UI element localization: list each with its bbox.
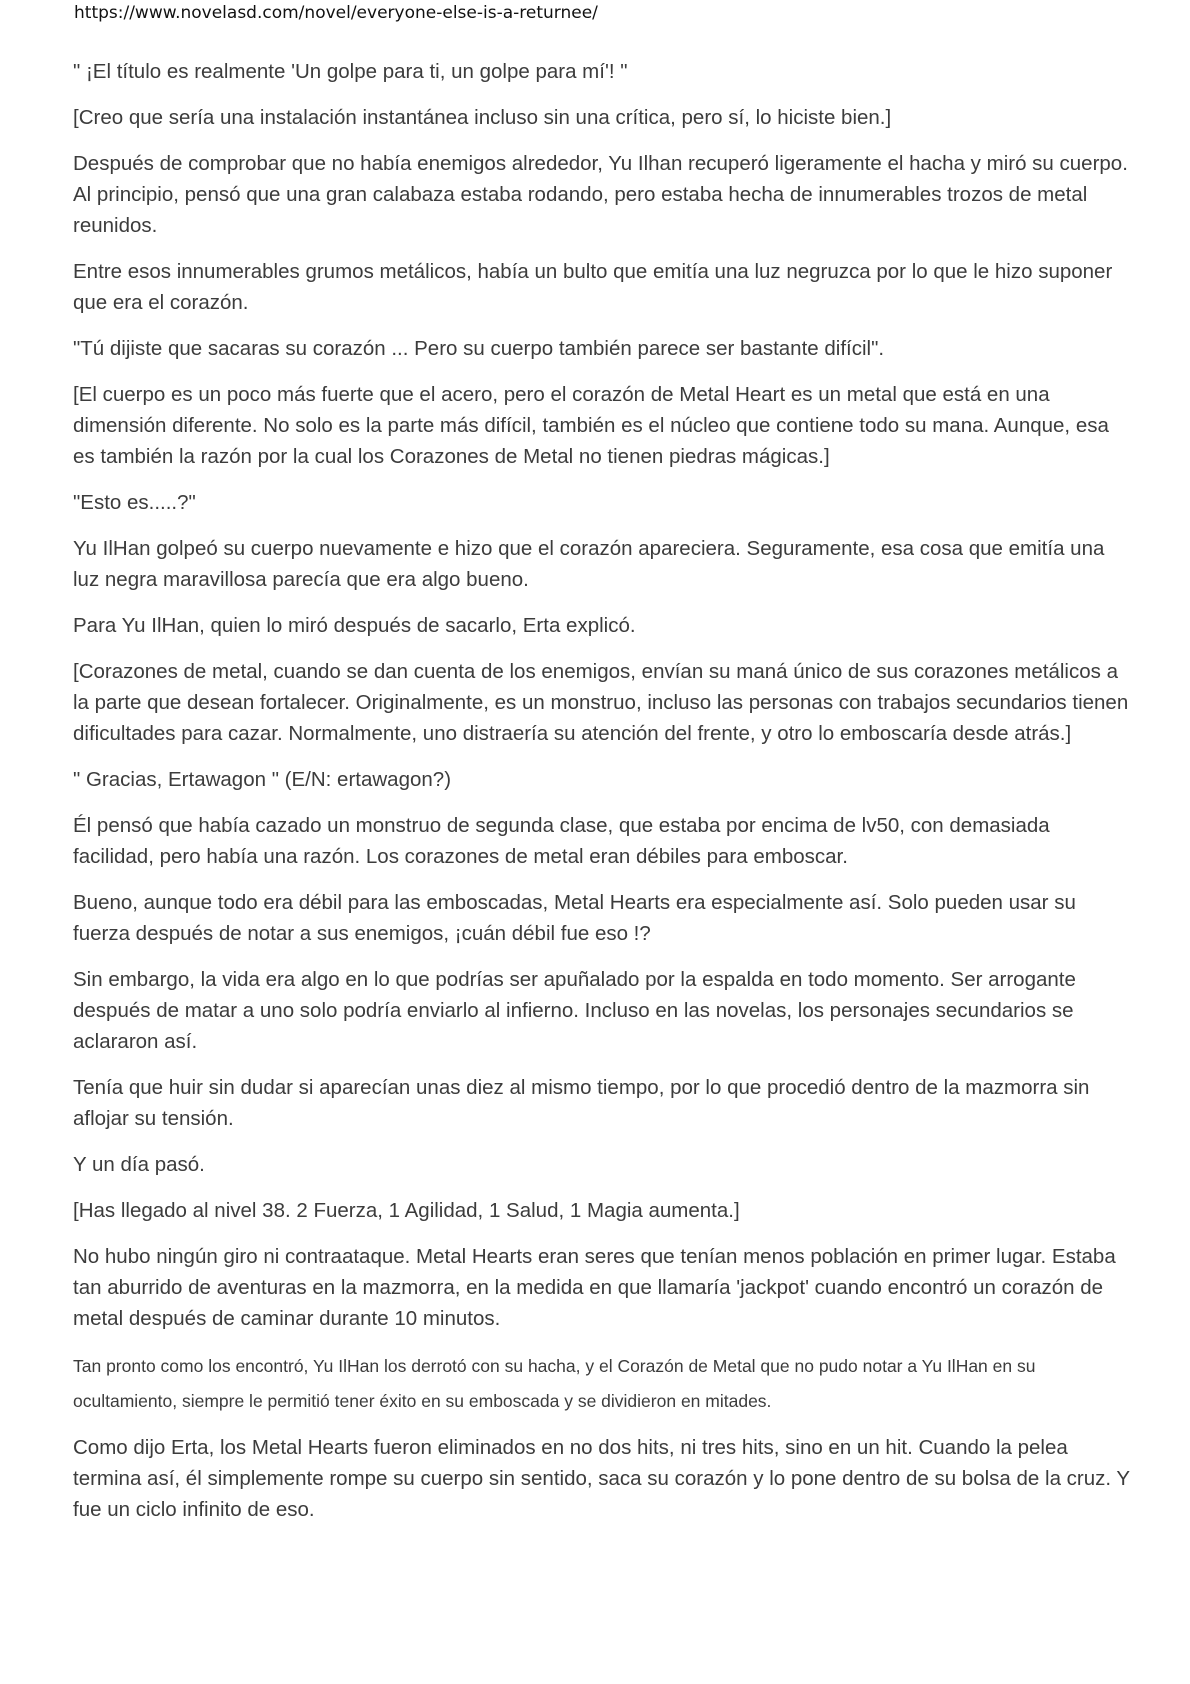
paragraph: No hubo ningún giro ni contraataque. Metal Hearts eran seres que tenían menos población en primer lugar. Estaba tan aburrido de aventuras en la mazmorra, en la medida en que llamaría 'jackpot' cuando encontró un corazón de metal después de caminar durante 10 minutos. (73, 1245, 1116, 1330)
paragraph: Tan pronto como los encontró, Yu IlHan los derrotó con su hacha, y el Corazón de Metal que no pudo notar a Yu IlHan en su ocultamiento, siempre le permitió tener éxito en su emboscada y se dividieron en mitades. (73, 1356, 1036, 1411)
paragraph: Entre esos innumerables grumos metálicos, había un bulto que emitía una luz negruzca por lo que le hizo suponer que era el corazón. (73, 260, 1113, 314)
paragraph: "Esto es.....?" (73, 491, 196, 514)
paragraph: Y un día pasó. (73, 1153, 205, 1176)
paragraph: "Tú dijiste que sacaras su corazón ... Pero su cuerpo también parece ser bastante difícil". (73, 337, 885, 360)
paragraph: Él pensó que había cazado un monstruo de segunda clase, que estaba por encima de lv50, con demasiada facilidad, pero había una razón. Los corazones de metal eran débiles para emboscar. (73, 814, 1050, 868)
paragraph: Para Yu IlHan, quien lo miró después de sacarlo, Erta explicó. (73, 614, 636, 637)
paragraph: Tenía que huir sin dudar si aparecían unas diez al mismo tiempo, por lo que procedió dentro de la mazmorra sin aflojar su tensión. (73, 1076, 1090, 1130)
source-url: https://www.novelasd.com/novel/everyone-else-is-a-returnee/ (74, 3, 598, 23)
paragraph: Como dijo Erta, los Metal Hearts fueron eliminados en no dos hits, ni tres hits, sino en un hit. Cuando la pelea termina así, él simplemente rompe su cuerpo sin sentido, saca su corazón y lo pone dentro de su bolsa de la cruz. Y fue un ciclo infinito de eso. (73, 1436, 1130, 1521)
paragraph: Bueno, aunque todo era débil para las emboscadas, Metal Hearts era especialmente así. Solo pueden usar su fuerza después de notar a sus enemigos, ¡cuán débil fue eso !? (73, 891, 1076, 945)
paragraph: [Corazones de metal, cuando se dan cuenta de los enemigos, envían su maná único de sus corazones metálicos a la parte que desean fortalecer. Originalmente, es un monstruo, incluso las personas con trabajos secundarios tienen dificultades para cazar. Normalmente, uno distraería su atención del frente, y otro lo emboscaría desde atrás.] (73, 660, 1129, 745)
paragraph: " Gracias, Ertawagon " (E/N: ertawagon?) (73, 768, 452, 791)
paragraph: " ¡El título es realmente 'Un golpe para ti, un golpe para mí'! " (73, 60, 628, 83)
paragraph: Sin embargo, la vida era algo en lo que podrías ser apuñalado por la espalda en todo momento. Ser arrogante después de matar a uno solo podría enviarlo al infierno. Incluso en las novelas, los personajes secundarios se aclararon así. (73, 968, 1076, 1053)
paragraph: [Creo que sería una instalación instantánea incluso sin una crítica, pero sí, lo hiciste bien.] (73, 106, 892, 129)
paragraph: Yu IlHan golpeó su cuerpo nuevamente e hizo que el corazón apareciera. Seguramente, esa cosa que emitía una luz negra maravillosa parecía que era algo bueno. (73, 537, 1105, 591)
paragraph: [El cuerpo es un poco más fuerte que el acero, pero el corazón de Metal Heart es un metal que está en una dimensión diferente. No solo es la parte más difícil, también es el núcleo que contiene todo su mana. Aunque, esa es también la razón por la cual los Corazones de Metal no tienen piedras mágicas.] (73, 383, 1109, 468)
chapter-text (73, 56, 1133, 1540)
paragraph: [Has llegado al nivel 38. 2 Fuerza, 1 Agilidad, 1 Salud, 1 Magia aumenta.] (73, 1199, 740, 1222)
paragraph: Después de comprobar que no había enemigos alrededor, Yu Ilhan recuperó ligeramente el hacha y miró su cuerpo. Al principio, pensó que una gran calabaza estaba rodando, pero estaba hecha de innumerables trozos de metal reunidos. (73, 152, 1128, 237)
